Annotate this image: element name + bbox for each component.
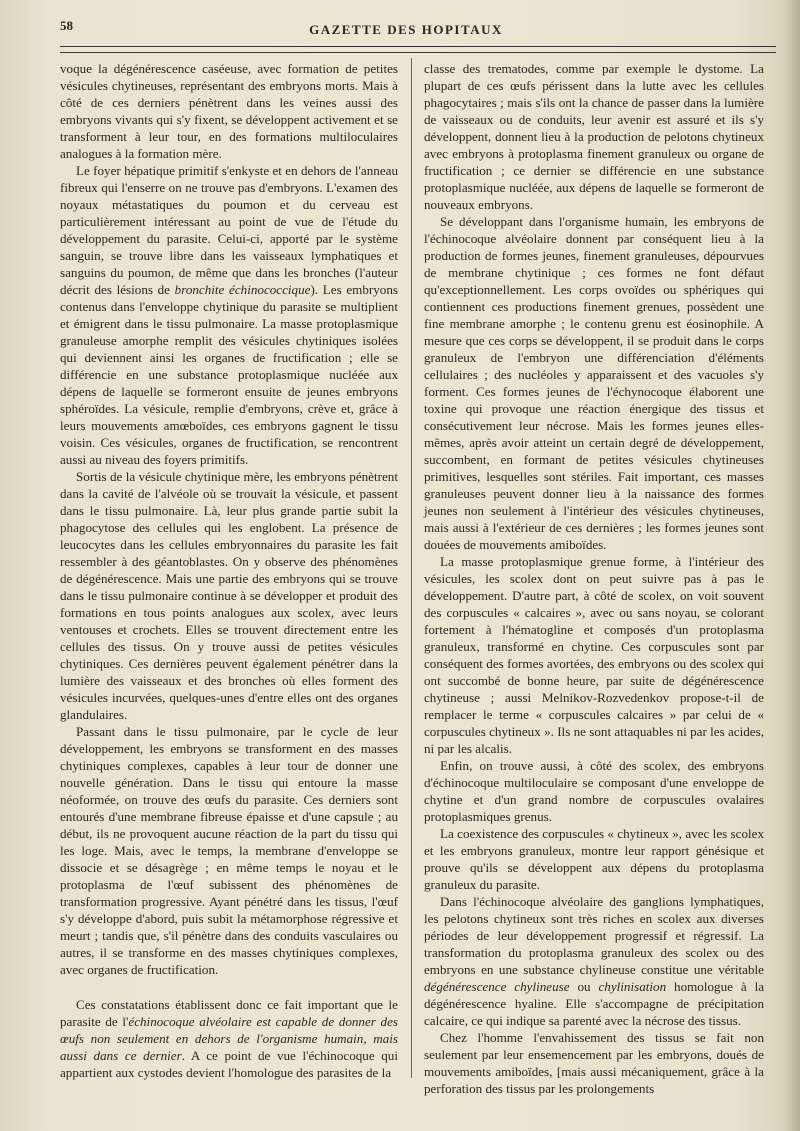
right-column [424,60,764,1097]
text-run: ). Les embryons contenus dans l'enveloppe chytinique du parasite se multiplient et émigrent dans le tissu pulmonaire. La masse protoplasmique granuleuse amorphe remplit des vésicules chytiniques isolées qui deviennent ainsi les organes de fructification ; elle se différencie en une substance protoplasmique nucléée aux dépens de laquelle se formeront ensuite de jeunes embryons sphéroïdes. La vésicule, remplie d'embryons, crève et, grâce à leurs mouvements amœboïdes, ces embryons gagnent le tissu voisin. Ces vésicules, organes de fructification, se rencontrent aussi au niveau des foyers primitifs. [60,282,398,467]
header-rule-thin [60,52,776,53]
page-edge-shadow [782,0,800,1131]
header-rule-thick [60,46,776,47]
italic-text: dégénérescence chylineuse [424,979,570,994]
text-run: Ces constatations établissent donc ce fait important que le parasite de l' [60,997,398,1029]
paragraph: La masse protoplasmique grenue forme, à l'intérieur des vésicules, les scolex dont on peut suivre pas à pas le développement. D'autre part, à côté de scolex, on voit souvent des corpuscules « calcaires », avec ou sans noyau, se colorant fortement à l'hématogline et composés d'un protoplasma granuleux, transformé en chytine. Ces corpuscules sont par conséquent des formes avortées, des embryons ou des scolex qui ont succombé de bonne heure, par suite de dégénérescence chytineuse ; aussi Melnikov-Rozvedenkov propose-t-il de remplacer le terme « corpuscules calcaires » par celui de « corpuscules chytineux ». Ils ne sont attaquables ni par les acides, ni par les alcalis. [424,554,764,756]
text-run: ou [569,979,599,994]
paragraph [424,893,764,1029]
paragraph: Chez l'homme l'envahissement des tissus se fait non seulement par leur ensemencement par les embryons, doués de mouvements amiboïdes, [mais aussi mécaniquement, grâce à la perforation des tissus par les prolongements [424,1030,764,1096]
text-run: . A ce point de vue l'échinocoque qui appartient aux cystodes devient l'homologue des parasites de la [60,1048,398,1080]
paragraph: La coexistence des corpuscules « chytineux », avec les scolex et les embryons granuleux, montre leur rapport génésique et prouve qu'ils se développent aux dépens du protoplasma granuleux du parasite. [424,826,764,892]
paragraph [60,162,398,468]
italic-text: chylinisation [598,979,667,994]
left-column [60,60,398,1081]
column-divider [411,58,412,1078]
paragraph: Enfin, on trouve aussi, à côté des scolex, des embryons d'échinocoque multiloculaire se composant d'une enveloppe de chytine et d'un grand nombre de corpuscules ovalaires protoplasmiques grenus. [424,758,764,824]
paragraph: Passant dans le tissu pulmonaire, par le cycle de leur développement, les embryons se transforment en des masses chytiniques complexes, capables à leur tour de donner une nouvelle génération. Dans le tissu qui entoure la masse néoformée, on trouve des œufs du parasite. Ces derniers sont entourés d'une membrane fibreuse épaisse et d'une capsule ; au début, ils ne provoquent aucune réaction de la part du tissu qui les loge. Mais, avec le temps, la membrane d'enveloppe se dissocie et se désagrège ; en même temps le noyau et le protoplasma de l'œuf subissent des phénomènes de transformation progressive. Ayant pénétré dans les tissus, l'œuf s'y développe d'abord, puis subit la métamorphose régressive et meurt ; tandis que, s'il pénètre dans des conduits vasculaires ou autres, il se transforme en des masses chytiniques complexes, avec organes de fructification. [60,724,398,977]
text-run: homologue à la dégénérescence hyaline. Elle s'accompagne de précipitation calcaire, ce qui indique sa parenté avec la nécrose des tissus. [424,979,765,1028]
text-run: Le foyer hépatique primitif s'enkyste et en dehors de l'anneau fibreux qui l'enserre on ne trouve pas d'embryons. L'examen des noyaux métastatiques du poumon et du cerveau est particulièrement intéressant au point de vue de l'étude du développement du parasite. Celui-ci, apporté par le système sanguin, se trouve libre dans les vaisseaux lymphatiques et sanguins du poumon, de même que dans les bronches (l'auteur décrit des lésions de [60,163,398,297]
italic-text: bronchite échinococcique [174,282,311,297]
paragraph: Sortis de la vésicule chytinique mère, les embryons pénètrent dans la cavité de l'alvéole où se trouvait la vésicule, et passent dans le tissu pulmonaire. Là, leur plus grande partie subit la phagocytose des cellules qui les englobent. La présence de leucocytes dans les cellules embryonnaires du parasite les fait ressembler à des géantoblastes. On y observe des phénomènes de dégénérescence. Mais une partie des embryons qui se trouve dans le tissu pulmonaire continue à se développer et produit des formations en tous points analogues aux scolex, avec leurs ventouses et crochets. Elles se trouvent directement entre les cellules des tissus. On y trouve aussi de petites vésicules chytiniques. Ces dernières peuvent également pénétrer dans la lumière des vaisseaux et des bronches où elles forment des vésicules incurvées, quelques-unes d'entre elles ont des organes glandulaires. [60,469,398,722]
paragraph: classe des trematodes, comme par exemple le dystome. La plupart de ces œufs périssent dans la lutte avec les cellules phagocytaires ; mais s'ils ont la chance de passer dans la lumière de vaisseaux ou de conduits, leur avenir est assuré et ils s'y développent, donnent lieu à la production de pelotons chytineux avec embryons à protoplasma finement granuleux ou organe de fructification ; ce dernier se différencie en une substance protoplasmique nucléée, aux dépens de laquelle se formeront de nouveaux embryons. [424,61,764,212]
paragraph: voque la dégénérescence caséeuse, avec formation de petites vésicules chytineuses, représentant des embryons morts. Mais à côté de ces derniers pénètrent dans les veines aussi des embryons vivants qui s'y fixent, se développent activement et se transforment à leur tour, en des formations multiloculaires analogues à la formation mère. [60,61,398,161]
paragraph: Se développant dans l'organisme humain, les embryons de l'échinocoque alvéolaire donnent par conséquent lieu à la production de formes jeunes, finement granuleuses, dépourvues de membrane chytinique ; ces formes ne font défaut qu'exceptionnellement. Les corps ovoïdes ou sphériques qui contiennent ces productions finement grenues, possèdent une fine membrane amorphe ; le contenu grenu est éosinophile. A mesure que ces corps se développent, il se produit dans le corps granuleux de l'embryon une différenciation d'éléments cellulaires ; des nucléoles y apparaissent et des vacuoles s'y forment. Ces formes jeunes de l'échynocoque élaborent une toxine qui provoque une réaction énergique des tissus et consécutivement leur nécrose. Mais les formes jeunes elles-mêmes, après avoir atteint un certain degré de développement, succombent, en formant de petites vésicules chytineuses primitives, lesquelles sont stériles. Fait important, ces masses granuleuses peuvent donner lieu à la naissance des formes jeunes non seulement à l'intérieur des vésicules chytineuses, mais aussi à l'extérieur de ces dernières ; les formes jeunes sont douées de mouvements amiboïdes. [424,214,764,552]
italic-text: échinocoque alvéolaire est capable de donner des œufs non seulement en dehors de l'organisme humain, mais aussi dans ce dernier [60,1014,398,1063]
journal-title: GAZETTE DES HOPITAUX [309,22,503,37]
page-header [36,18,776,44]
page-number: 58 [60,18,73,33]
text-run: Dans l'échinocoque alvéolaire des ganglions lymphatiques, les pelotons chytineux sont très riches en scolex aux diverses périodes de leur développement progressif et régressif. La transformation du protoplasma granuleux des scolex ou des embryons en une substance chylineuse constitue une véritable [424,894,764,977]
paragraph [60,996,398,1081]
